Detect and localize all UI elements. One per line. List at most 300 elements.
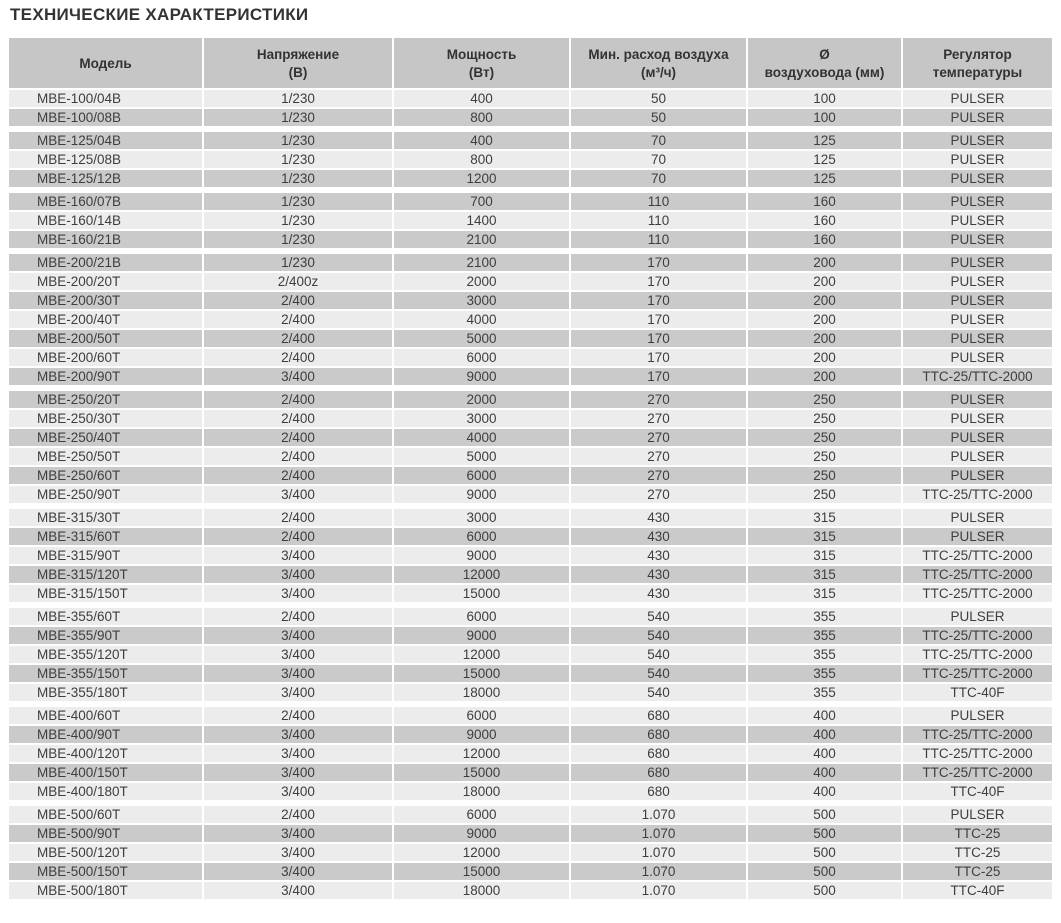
cell-power: 3000 [394, 410, 569, 427]
model-group-MBE-500 [9, 806, 1052, 899]
cell-voltage: 1/230 [204, 90, 392, 107]
cell-voltage: 3/400 [204, 726, 392, 743]
table-row [9, 665, 1052, 682]
column-header-line: Мощность [446, 46, 517, 62]
cell-power: 400 [394, 90, 569, 107]
cell-airflow: 540 [571, 665, 746, 682]
model-group-MBE-125 [9, 132, 1052, 187]
cell-regulator: PULSER [903, 273, 1052, 290]
model-group-MBE-315 [9, 509, 1052, 602]
cell-model: MBE-200/90T [9, 368, 202, 385]
column-header-airflow [571, 38, 746, 88]
table-row [9, 528, 1052, 545]
cell-diameter: 355 [748, 646, 901, 663]
cell-regulator: PULSER [903, 509, 1052, 526]
column-header-line: (Вт) [468, 64, 495, 80]
cell-power: 6000 [394, 608, 569, 625]
cell-power: 6000 [394, 528, 569, 545]
table-row [9, 410, 1052, 427]
cell-diameter: 200 [748, 292, 901, 309]
cell-diameter: 200 [748, 254, 901, 271]
cell-diameter: 200 [748, 273, 901, 290]
cell-voltage: 3/400 [204, 585, 392, 602]
cell-model: MBE-355/180T [9, 684, 202, 701]
column-header-line: воздуховода (мм) [764, 64, 885, 80]
table-row [9, 254, 1052, 271]
table-row [9, 170, 1052, 187]
column-header-line: Ø [819, 46, 830, 62]
cell-diameter: 500 [748, 882, 901, 899]
cell-voltage: 1/230 [204, 193, 392, 210]
cell-voltage: 3/400 [204, 764, 392, 781]
cell-regulator: PULSER [903, 231, 1052, 248]
table-row [9, 608, 1052, 625]
cell-power: 3000 [394, 509, 569, 526]
cell-voltage: 3/400 [204, 646, 392, 663]
cell-model: MBE-200/50T [9, 330, 202, 347]
cell-diameter: 400 [748, 764, 901, 781]
cell-regulator: PULSER [903, 330, 1052, 347]
cell-diameter: 250 [748, 391, 901, 408]
cell-regulator: TTC-25/TTC-2000 [903, 585, 1052, 602]
cell-power: 12000 [394, 566, 569, 583]
cell-airflow: 270 [571, 391, 746, 408]
cell-regulator: TTC-40F [903, 882, 1052, 899]
cell-power: 9000 [394, 627, 569, 644]
model-group-MBE-200 [9, 254, 1052, 385]
cell-airflow: 270 [571, 429, 746, 446]
table-row [9, 90, 1052, 107]
cell-airflow: 170 [571, 330, 746, 347]
cell-regulator: PULSER [903, 806, 1052, 823]
cell-diameter: 100 [748, 90, 901, 107]
cell-regulator: TTC-25/TTC-2000 [903, 764, 1052, 781]
cell-airflow: 170 [571, 311, 746, 328]
cell-model: MBE-315/120T [9, 566, 202, 583]
cell-voltage: 2/400 [204, 806, 392, 823]
cell-voltage: 2/400 [204, 707, 392, 724]
cell-power: 15000 [394, 585, 569, 602]
cell-model: MBE-250/50T [9, 448, 202, 465]
cell-voltage: 3/400 [204, 665, 392, 682]
cell-diameter: 200 [748, 330, 901, 347]
table-row [9, 132, 1052, 149]
cell-regulator: TTC-25 [903, 863, 1052, 880]
cell-diameter: 315 [748, 547, 901, 564]
cell-regulator: TTC-25/TTC-2000 [903, 627, 1052, 644]
cell-power: 6000 [394, 707, 569, 724]
cell-voltage: 3/400 [204, 627, 392, 644]
cell-airflow: 1.070 [571, 863, 746, 880]
cell-diameter: 315 [748, 566, 901, 583]
cell-regulator: PULSER [903, 391, 1052, 408]
cell-diameter: 315 [748, 585, 901, 602]
cell-airflow: 680 [571, 707, 746, 724]
specs-table [9, 38, 1052, 899]
cell-airflow: 110 [571, 212, 746, 229]
cell-power: 6000 [394, 467, 569, 484]
cell-voltage: 1/230 [204, 170, 392, 187]
cell-voltage: 2/400 [204, 410, 392, 427]
table-row [9, 368, 1052, 385]
cell-regulator: PULSER [903, 151, 1052, 168]
table-row [9, 193, 1052, 210]
cell-airflow: 170 [571, 349, 746, 366]
table-row [9, 311, 1052, 328]
cell-voltage: 1/230 [204, 151, 392, 168]
cell-power: 800 [394, 151, 569, 168]
table-row [9, 467, 1052, 484]
cell-power: 3000 [394, 292, 569, 309]
cell-model: MBE-355/120T [9, 646, 202, 663]
cell-airflow: 170 [571, 254, 746, 271]
cell-airflow: 1.070 [571, 825, 746, 842]
table-row [9, 825, 1052, 842]
table-row [9, 684, 1052, 701]
cell-power: 2100 [394, 254, 569, 271]
cell-power: 9000 [394, 547, 569, 564]
cell-voltage: 2/400 [204, 608, 392, 625]
table-row [9, 109, 1052, 126]
cell-model: MBE-250/30T [9, 410, 202, 427]
cell-model: MBE-355/60T [9, 608, 202, 625]
cell-model: MBE-500/150T [9, 863, 202, 880]
cell-voltage: 2/400 [204, 292, 392, 309]
table-row [9, 448, 1052, 465]
cell-power: 9000 [394, 486, 569, 503]
column-header-line: температуры [932, 64, 1023, 80]
cell-power: 1200 [394, 170, 569, 187]
cell-voltage: 3/400 [204, 566, 392, 583]
cell-voltage: 3/400 [204, 825, 392, 842]
cell-model: MBE-400/180T [9, 783, 202, 800]
cell-regulator: PULSER [903, 254, 1052, 271]
cell-airflow: 110 [571, 231, 746, 248]
cell-regulator: TTC-25/TTC-2000 [903, 745, 1052, 762]
table-row [9, 707, 1052, 724]
column-header-line: Регулятор [943, 46, 1012, 62]
cell-model: MBE-315/90T [9, 547, 202, 564]
cell-power: 5000 [394, 330, 569, 347]
cell-diameter: 125 [748, 151, 901, 168]
cell-diameter: 100 [748, 109, 901, 126]
cell-airflow: 680 [571, 726, 746, 743]
cell-power: 6000 [394, 349, 569, 366]
cell-model: MBE-200/30T [9, 292, 202, 309]
cell-model: MBE-100/08B [9, 109, 202, 126]
cell-voltage: 2/400z [204, 273, 392, 290]
cell-voltage: 2/400 [204, 448, 392, 465]
cell-airflow: 430 [571, 509, 746, 526]
cell-power: 2100 [394, 231, 569, 248]
cell-airflow: 430 [571, 566, 746, 583]
cell-model: MBE-200/21B [9, 254, 202, 271]
cell-regulator: PULSER [903, 349, 1052, 366]
column-header-model [9, 38, 202, 88]
table-row [9, 151, 1052, 168]
cell-airflow: 1.070 [571, 806, 746, 823]
cell-regulator: TTC-25/TTC-2000 [903, 547, 1052, 564]
cell-power: 18000 [394, 882, 569, 899]
cell-airflow: 680 [571, 764, 746, 781]
cell-regulator: PULSER [903, 448, 1052, 465]
cell-model: MBE-200/60T [9, 349, 202, 366]
cell-diameter: 315 [748, 509, 901, 526]
column-header-diameter [748, 38, 901, 88]
table-row [9, 646, 1052, 663]
cell-airflow: 1.070 [571, 882, 746, 899]
cell-regulator: TTC-25/TTC-2000 [903, 646, 1052, 663]
cell-regulator: TTC-25/TTC-2000 [903, 726, 1052, 743]
cell-diameter: 200 [748, 368, 901, 385]
cell-diameter: 500 [748, 806, 901, 823]
cell-model: MBE-250/40T [9, 429, 202, 446]
cell-airflow: 540 [571, 684, 746, 701]
cell-regulator: TTC-25 [903, 825, 1052, 842]
cell-power: 18000 [394, 783, 569, 800]
cell-voltage: 1/230 [204, 109, 392, 126]
cell-voltage: 2/400 [204, 311, 392, 328]
cell-voltage: 3/400 [204, 368, 392, 385]
cell-airflow: 270 [571, 467, 746, 484]
cell-voltage: 2/400 [204, 391, 392, 408]
table-row [9, 844, 1052, 861]
cell-diameter: 250 [748, 429, 901, 446]
column-header-line: Напряжение [256, 46, 340, 62]
cell-model: MBE-160/07B [9, 193, 202, 210]
cell-diameter: 400 [748, 783, 901, 800]
cell-diameter: 250 [748, 486, 901, 503]
cell-model: MBE-400/120T [9, 745, 202, 762]
cell-model: MBE-355/90T [9, 627, 202, 644]
table-row [9, 882, 1052, 899]
cell-power: 15000 [394, 764, 569, 781]
model-group-MBE-400 [9, 707, 1052, 800]
model-group-MBE-250 [9, 391, 1052, 503]
table-row [9, 429, 1052, 446]
table-body [9, 90, 1052, 899]
cell-airflow: 70 [571, 132, 746, 149]
table-row [9, 745, 1052, 762]
cell-power: 2000 [394, 391, 569, 408]
cell-voltage: 3/400 [204, 684, 392, 701]
cell-model: MBE-250/20T [9, 391, 202, 408]
column-header-line: (м³/ч) [640, 64, 677, 80]
cell-power: 12000 [394, 745, 569, 762]
cell-diameter: 500 [748, 825, 901, 842]
cell-model: MBE-355/150T [9, 665, 202, 682]
cell-regulator: PULSER [903, 90, 1052, 107]
cell-airflow: 50 [571, 109, 746, 126]
cell-power: 12000 [394, 844, 569, 861]
cell-power: 800 [394, 109, 569, 126]
cell-regulator: PULSER [903, 410, 1052, 427]
page-title: ТЕХНИЧЕСКИЕ ХАРАКТЕРИСТИКИ [10, 5, 309, 24]
cell-model: MBE-125/08B [9, 151, 202, 168]
cell-voltage: 3/400 [204, 547, 392, 564]
cell-regulator: PULSER [903, 132, 1052, 149]
cell-power: 1400 [394, 212, 569, 229]
cell-model: MBE-160/14B [9, 212, 202, 229]
cell-power: 9000 [394, 726, 569, 743]
cell-regulator: TTC-25/TTC-2000 [903, 486, 1052, 503]
table-row [9, 486, 1052, 503]
cell-regulator: PULSER [903, 193, 1052, 210]
cell-diameter: 125 [748, 132, 901, 149]
table-row [9, 212, 1052, 229]
table-row [9, 547, 1052, 564]
cell-model: MBE-100/04B [9, 90, 202, 107]
cell-diameter: 160 [748, 193, 901, 210]
cell-power: 9000 [394, 368, 569, 385]
column-header-regulator [903, 38, 1052, 88]
model-group-MBE-100 [9, 90, 1052, 126]
cell-diameter: 125 [748, 170, 901, 187]
cell-regulator: TTC-25/TTC-2000 [903, 665, 1052, 682]
column-header-line: Модель [79, 55, 132, 71]
column-header-voltage [204, 38, 392, 88]
cell-airflow: 270 [571, 410, 746, 427]
cell-power: 5000 [394, 448, 569, 465]
column-header-line: Мин. расход воздуха [588, 46, 729, 62]
cell-airflow: 170 [571, 273, 746, 290]
cell-diameter: 400 [748, 745, 901, 762]
cell-model: MBE-315/60T [9, 528, 202, 545]
cell-regulator: PULSER [903, 212, 1052, 229]
cell-diameter: 355 [748, 608, 901, 625]
table-row [9, 330, 1052, 347]
cell-voltage: 3/400 [204, 882, 392, 899]
table-row [9, 231, 1052, 248]
cell-airflow: 680 [571, 745, 746, 762]
cell-model: MBE-160/21B [9, 231, 202, 248]
cell-model: MBE-200/40T [9, 311, 202, 328]
model-group-MBE-355 [9, 608, 1052, 701]
cell-airflow: 540 [571, 627, 746, 644]
cell-model: MBE-500/60T [9, 806, 202, 823]
cell-model: MBE-200/20T [9, 273, 202, 290]
cell-diameter: 250 [748, 410, 901, 427]
cell-voltage: 3/400 [204, 745, 392, 762]
cell-model: MBE-315/30T [9, 509, 202, 526]
cell-power: 6000 [394, 806, 569, 823]
cell-voltage: 1/230 [204, 132, 392, 149]
cell-power: 4000 [394, 311, 569, 328]
table-row [9, 391, 1052, 408]
cell-airflow: 430 [571, 547, 746, 564]
cell-diameter: 400 [748, 707, 901, 724]
cell-diameter: 355 [748, 627, 901, 644]
cell-regulator: PULSER [903, 608, 1052, 625]
cell-voltage: 2/400 [204, 509, 392, 526]
cell-voltage: 3/400 [204, 863, 392, 880]
cell-regulator: PULSER [903, 528, 1052, 545]
cell-voltage: 2/400 [204, 349, 392, 366]
cell-voltage: 1/230 [204, 231, 392, 248]
cell-model: MBE-125/12B [9, 170, 202, 187]
cell-power: 400 [394, 132, 569, 149]
cell-power: 12000 [394, 646, 569, 663]
table-row [9, 627, 1052, 644]
cell-voltage: 2/400 [204, 467, 392, 484]
cell-model: MBE-315/150T [9, 585, 202, 602]
cell-model: MBE-400/150T [9, 764, 202, 781]
cell-airflow: 270 [571, 448, 746, 465]
cell-regulator: PULSER [903, 429, 1052, 446]
table-row [9, 292, 1052, 309]
cell-model: MBE-500/180T [9, 882, 202, 899]
cell-voltage: 1/230 [204, 254, 392, 271]
cell-voltage: 2/400 [204, 528, 392, 545]
cell-power: 18000 [394, 684, 569, 701]
column-header-line: (В) [288, 64, 308, 80]
cell-regulator: TTC-25/TTC-2000 [903, 566, 1052, 583]
cell-diameter: 250 [748, 467, 901, 484]
cell-diameter: 160 [748, 212, 901, 229]
header-row [9, 38, 1052, 88]
cell-regulator: TTC-40F [903, 684, 1052, 701]
table-row [9, 566, 1052, 583]
cell-regulator: PULSER [903, 467, 1052, 484]
cell-regulator: TTC-40F [903, 783, 1052, 800]
cell-regulator: PULSER [903, 170, 1052, 187]
cell-power: 9000 [394, 825, 569, 842]
cell-regulator: PULSER [903, 109, 1052, 126]
cell-regulator: PULSER [903, 292, 1052, 309]
cell-airflow: 1.070 [571, 844, 746, 861]
table-row [9, 273, 1052, 290]
cell-model: MBE-400/90T [9, 726, 202, 743]
cell-power: 2000 [394, 273, 569, 290]
cell-regulator: PULSER [903, 311, 1052, 328]
cell-airflow: 70 [571, 151, 746, 168]
cell-airflow: 50 [571, 90, 746, 107]
cell-diameter: 250 [748, 448, 901, 465]
cell-diameter: 500 [748, 863, 901, 880]
table-row [9, 349, 1052, 366]
cell-diameter: 200 [748, 311, 901, 328]
cell-power: 4000 [394, 429, 569, 446]
cell-airflow: 170 [571, 292, 746, 309]
cell-diameter: 160 [748, 231, 901, 248]
cell-diameter: 200 [748, 349, 901, 366]
cell-airflow: 680 [571, 783, 746, 800]
cell-airflow: 70 [571, 170, 746, 187]
cell-diameter: 355 [748, 665, 901, 682]
cell-power: 15000 [394, 665, 569, 682]
cell-diameter: 315 [748, 528, 901, 545]
cell-model: MBE-125/04B [9, 132, 202, 149]
cell-regulator: TTC-25/TTC-2000 [903, 368, 1052, 385]
table-row [9, 863, 1052, 880]
cell-voltage: 3/400 [204, 844, 392, 861]
cell-model: MBE-500/120T [9, 844, 202, 861]
cell-power: 15000 [394, 863, 569, 880]
cell-voltage: 2/400 [204, 330, 392, 347]
cell-airflow: 540 [571, 608, 746, 625]
cell-diameter: 400 [748, 726, 901, 743]
cell-airflow: 110 [571, 193, 746, 210]
cell-airflow: 540 [571, 646, 746, 663]
cell-model: MBE-250/90T [9, 486, 202, 503]
table-row [9, 726, 1052, 743]
table-row [9, 806, 1052, 823]
cell-airflow: 270 [571, 486, 746, 503]
cell-diameter: 500 [748, 844, 901, 861]
cell-voltage: 2/400 [204, 429, 392, 446]
table-row [9, 783, 1052, 800]
cell-voltage: 3/400 [204, 783, 392, 800]
